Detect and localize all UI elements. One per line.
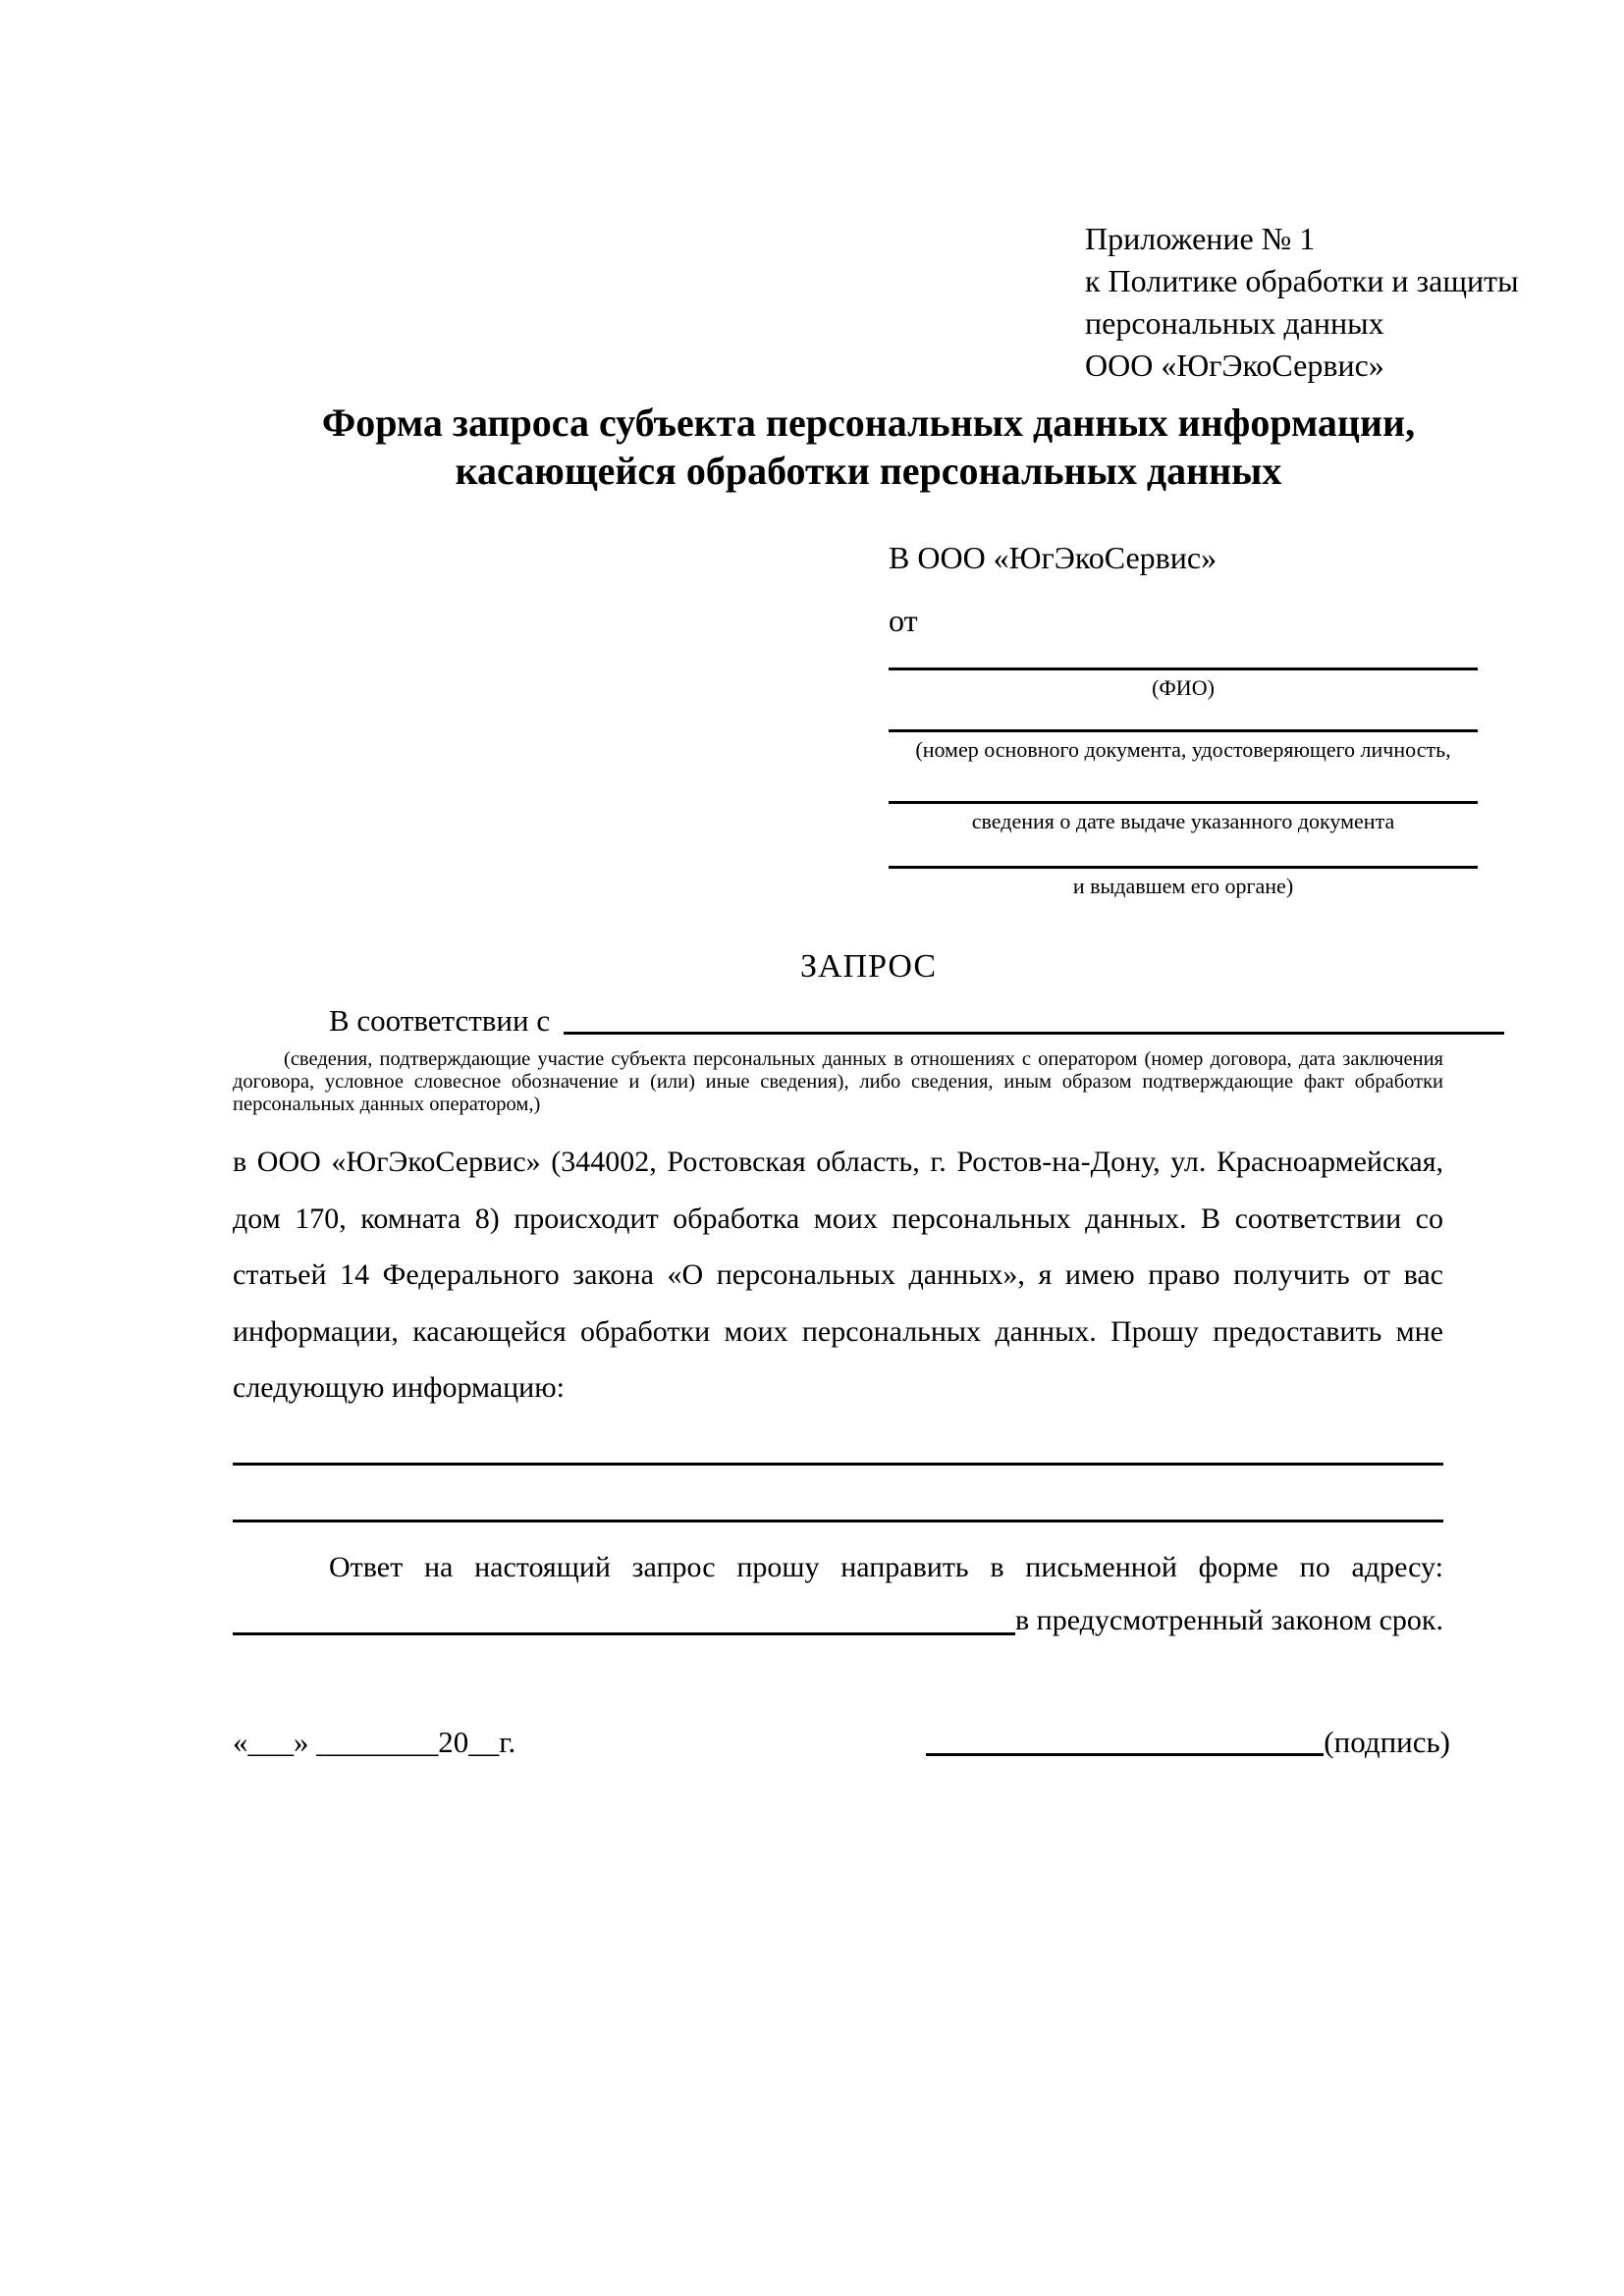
signature-caption: (подпись) <box>1324 1725 1450 1759</box>
doc-number-fill-line[interactable] <box>889 729 1478 732</box>
footer-row <box>233 1724 1450 1761</box>
issuing-authority-fill-line[interactable] <box>889 866 1478 869</box>
address-row <box>233 1602 1443 1639</box>
doc-number-caption: (номер основного документа, удостоверяющего личность, <box>915 737 1451 762</box>
appendix-header <box>1085 218 1519 387</box>
addressee-from-label: от <box>889 603 918 638</box>
fio-fill-line[interactable] <box>889 667 1478 670</box>
basis-fill-line[interactable] <box>564 1032 1504 1035</box>
intro-prefix: В соответствии с <box>329 1003 551 1038</box>
form-title <box>233 399 1504 495</box>
intro-row <box>233 1003 1504 1039</box>
intro-caption: (сведения, подтверждающие участие субъекта персональных данных в отношениях с оператором (номер договора, дата заключения договора, условное словесное обозначение и (или) иные сведения), либо сведения, иным образом подтверждающие факт обработки персональных данных оператором,) <box>233 1048 1443 1115</box>
reply-instruction: Ответ на настоящий запрос прошу направить в письменной форме по адресу: <box>329 1551 1443 1583</box>
info-fill-line-1[interactable] <box>233 1463 1443 1466</box>
addressee-to: В ООО «ЮгЭкоСервис» <box>889 540 1218 575</box>
appendix-line: ООО «ЮгЭкоСервис» <box>1085 347 1384 383</box>
appendix-line: персональных данных <box>1085 305 1384 341</box>
info-fill-line-2[interactable] <box>233 1520 1443 1522</box>
signature-group <box>926 1724 1450 1761</box>
address-fill-line[interactable] <box>233 1632 1015 1635</box>
request-heading: ЗАПРОС <box>799 948 938 985</box>
fio-caption: (ФИО) <box>1152 675 1215 700</box>
form-title-line-1: Форма запроса субъекта персональных данных информации, <box>321 400 1416 445</box>
reply-suffix: в предусмотренный законом срок. <box>1015 1604 1443 1636</box>
form-title-line-2: касающейся обработки персональных данных <box>455 449 1282 493</box>
issue-date-fill-line[interactable] <box>889 801 1478 804</box>
issuing-authority-caption: и выдавшем его органе) <box>1072 874 1294 898</box>
appendix-line: Приложение № 1 <box>1085 221 1316 256</box>
signature-fill-line[interactable] <box>926 1753 1324 1756</box>
date-blank[interactable]: «___» ________20__г. <box>233 1725 516 1759</box>
request-body: в ООО «ЮгЭкоСервис» (344002, Ростовская область, г. Ростов-на-Дону, ул. Красноармейская, дом 170, комната 8) происходит обработка моих персональных данных. В соответствии со статьей 14 Федерального закона «О персональных данных», я имею право получить от вас информации, касающейся обработки моих персональных данных. Прошу предоставить мне следующую информацию: <box>233 1146 1443 1404</box>
appendix-line: к Политике обработки и защиты <box>1085 263 1519 298</box>
issue-date-caption: сведения о дате выдаче указанного документа <box>971 809 1395 833</box>
